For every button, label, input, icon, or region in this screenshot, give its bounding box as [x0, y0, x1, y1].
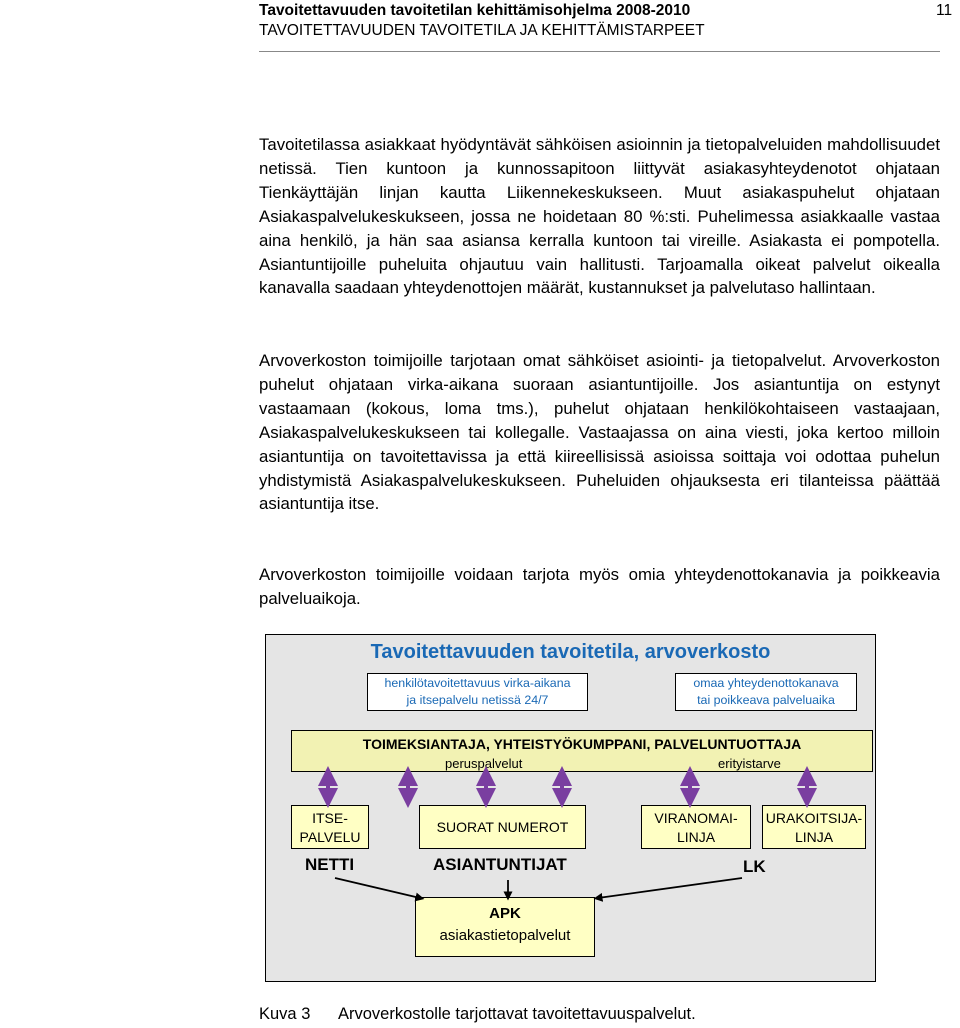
diagram-figure — [265, 634, 876, 982]
paragraph-2: Arvoverkoston toimijoille tarjotaan omat sähköiset asiointi- ja tietopalvelut. Arvoverkoston puhelut ohjataan virka-aikana suoraan asiantuntijoille. Jos asiantuntija on estynyt vastaamaan (kokous, loma tms.), puhelut ohjataan henkilökohtaiseen vastaajaan, Asiakaspalvelukeskukseen tai kollegalle. Vastaajassa on aina viesti, joka kertoo milloin asiantuntija on tavoitettavissa ja että kiireellisissä asioissa soittaja voi odottaa puhelun yhdistymistä Asiakaspalvelukeskukseen. Puheluiden ohjauksesta eri tilanteissa päättää asiantuntija itse. — [259, 351, 940, 514]
paragraph-3: Arvoverkoston toimijoille voidaan tarjota myös omia yhteydenottokanavia ja poikkeavia palveluaikoja. — [259, 565, 940, 608]
suorat-label: SUORAT NUMEROT — [436, 819, 569, 835]
viranomaislinja-box — [641, 805, 751, 849]
suorat-numerot-box — [419, 805, 586, 849]
urakoitsija-line2: LINJA — [794, 829, 834, 845]
apk-sublabel: asiakastietopalvelut — [439, 927, 571, 944]
asiantuntijat-label: ASIANTUNTIJAT — [433, 855, 567, 874]
apk-label: APK — [489, 905, 521, 922]
band-title: TOIMEKSIANTAJA, YHTEISTYÖKUMPPANI, PALVELUNTUOTTAJA — [362, 736, 802, 752]
note-right-line1: omaa yhteydenottokanava — [693, 676, 839, 690]
lk-label: LK — [743, 857, 766, 876]
apk-box — [415, 897, 595, 957]
itse-line1: ITSE- — [312, 810, 348, 826]
urakoitsija-line1: URAKOITSIJA- — [765, 810, 863, 826]
page-number: 11 — [936, 2, 953, 19]
note-left-line1: henkilötavoitettavuus virka-aikana — [384, 676, 571, 690]
band-right-label: erityistarve — [718, 756, 781, 771]
netti-label: NETTI — [305, 855, 355, 874]
caption-text: Arvoverkostolle tarjottavat tavoitettavuuspalvelut. — [338, 1005, 696, 1023]
note-box-right — [675, 673, 857, 711]
viranomai-line1: VIRANOMAI- — [654, 810, 738, 826]
note-right-line2: tai poikkeava palveluaika — [697, 693, 835, 707]
caption-number: Kuva 3 — [259, 1005, 311, 1023]
band-left-label: peruspalvelut — [445, 756, 523, 771]
paragraph-1: Tavoitetilassa asiakkaat hyödyntävät sähköisen asioinnin ja tietopalveluiden mahdollisuudet netissä. Tien kuntoon ja kunnossapitoon liittyvät asiakasyhteydenotot ohjataan Tienkäyttäjän linjan kautta Liikennekeskukseen. Muut asiakaspuhelut ohjataan Asiakaspalvelukeskukseen, jossa ne hoidetaan 80 %:sti. Puhelimessa asiakkaalle vastaa aina henkilö, ja hän saa asiansa kerralla kuntoon tai vireille. Asiakasta ei pompotella. Asiantuntijoille puheluita ohjautuu vain hallitusti. Tarjoamalla oikeat palvelut oikealla kanavalla saadaan yhteydenottojen määrät, kustannukset ja palvelutaso hallintaan. — [259, 135, 940, 298]
band-box — [291, 730, 873, 772]
header-title: Tavoitettavuuden tavoitetilan kehittämisohjelma 2008-2010 — [259, 2, 691, 19]
header-subtitle: TAVOITETTAVUUDEN TAVOITETILA JA KEHITTÄMISTARPEET — [259, 22, 705, 39]
note-left-line2: ja itsepalvelu netissä 24/7 — [406, 693, 549, 707]
viranomai-line2: LINJA — [676, 829, 716, 845]
figure-title: Tavoitettavuuden tavoitetila, arvoverkosto — [370, 641, 771, 663]
urakoitsijalinja-box — [762, 805, 866, 849]
note-box-left — [367, 673, 588, 711]
itse-line2: PALVELU — [299, 829, 361, 845]
itsepalvelu-box — [291, 805, 369, 849]
